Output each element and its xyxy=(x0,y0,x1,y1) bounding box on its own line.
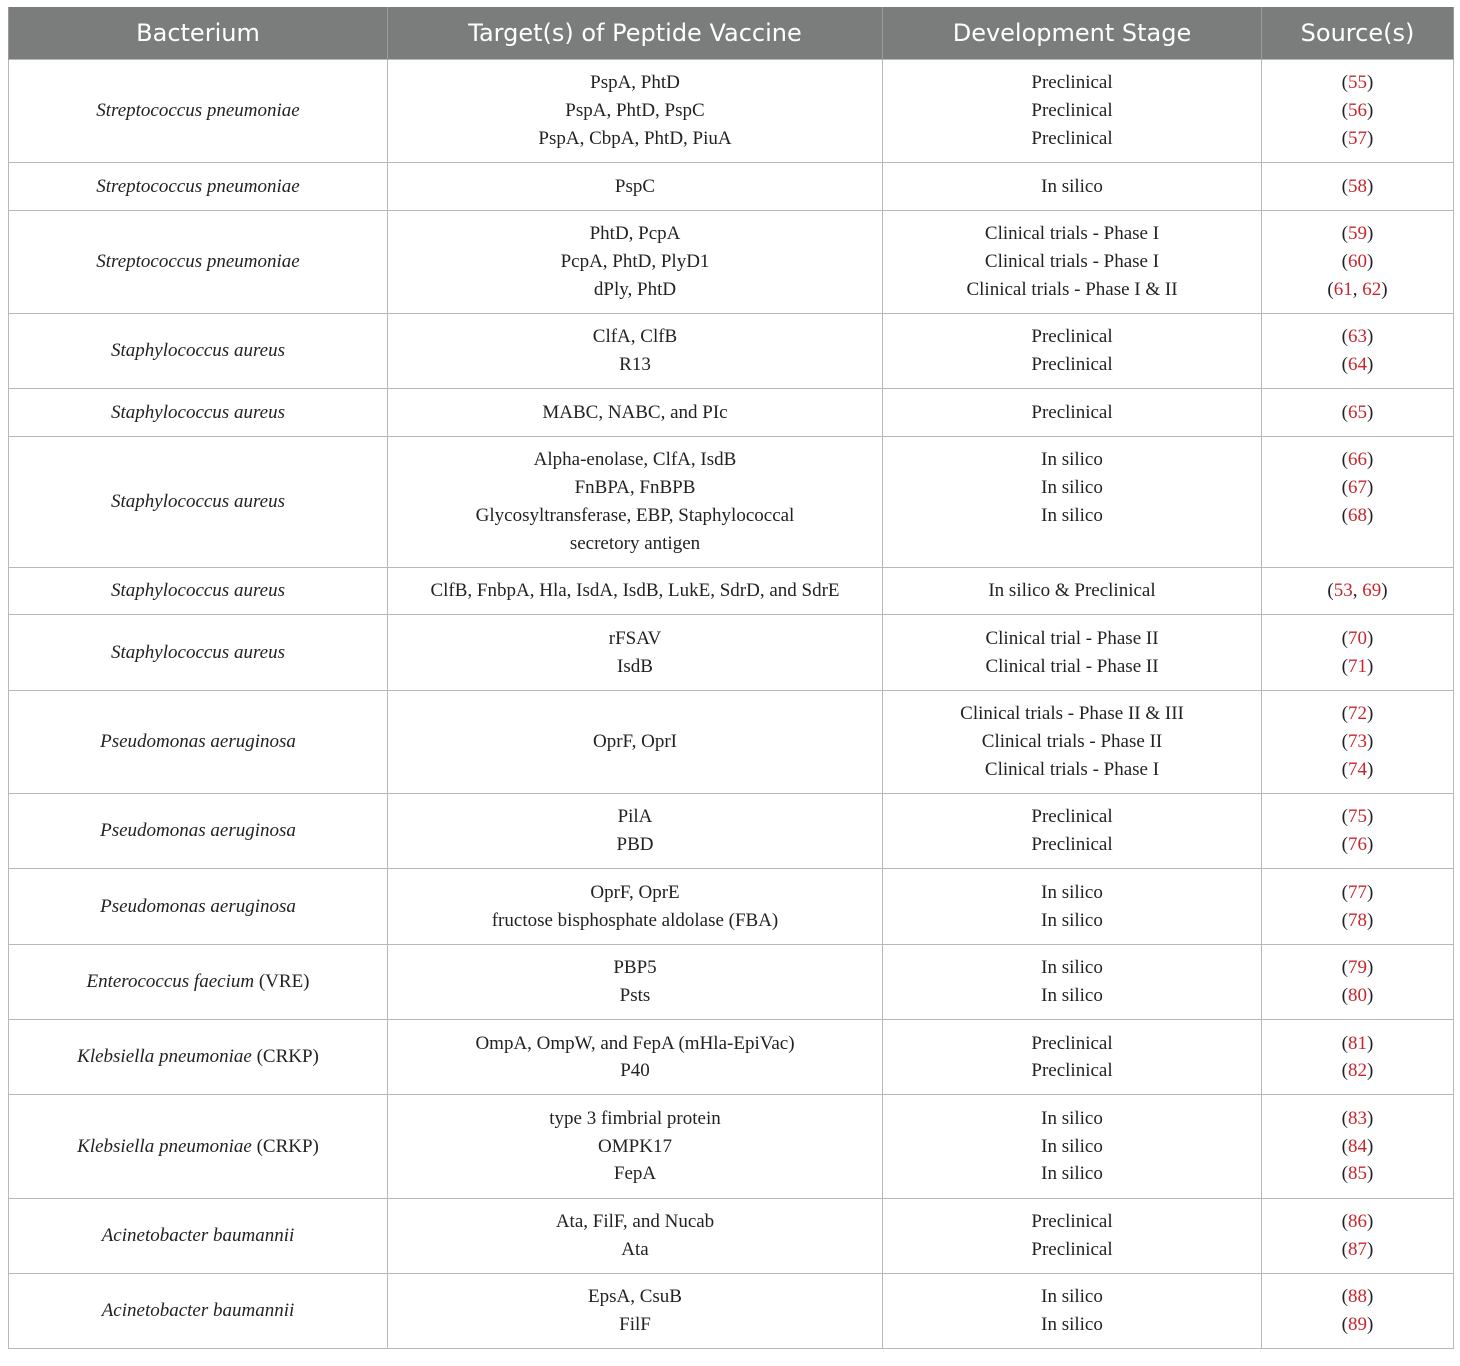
bacterium-cell xyxy=(9,60,388,163)
bacterium-name: Pseudomonas aeruginosa xyxy=(100,731,296,753)
table-row xyxy=(9,1273,1454,1348)
bacterium-strain-suffix: (CRKP) xyxy=(251,1135,319,1157)
stage-cell xyxy=(883,567,1262,615)
target-line: OmpA, OmpW, and FepA (mHla-EpiVac) xyxy=(475,1032,795,1054)
stage-line: Clinical trials - Phase I & II xyxy=(966,278,1178,300)
table-header-row xyxy=(9,7,1454,60)
stage-line: In silico xyxy=(1041,1135,1103,1157)
sources-cell xyxy=(1262,313,1454,388)
reference-link[interactable]: 89 xyxy=(1348,1314,1367,1336)
target-line: fructose bisphosphate aldolase (FBA) xyxy=(491,909,779,931)
stage-cell xyxy=(883,869,1262,944)
target-line: OprF, OprI xyxy=(593,731,677,753)
source-line: (86) xyxy=(1341,1211,1374,1233)
sources-cell xyxy=(1262,690,1454,793)
bacterium-cell xyxy=(9,869,388,944)
source-line: (53, 69) xyxy=(1327,580,1388,602)
stage-line: Clinical trials - Phase II xyxy=(981,731,1163,753)
bacterium-name: Acinetobacter baumannii xyxy=(101,1224,295,1246)
table-row xyxy=(9,210,1454,313)
targets-cell xyxy=(388,1273,883,1348)
vaccine-table xyxy=(8,7,1454,1349)
reference-link[interactable]: 61 xyxy=(1333,278,1353,300)
stage-cell xyxy=(883,163,1262,211)
table-row xyxy=(9,615,1454,690)
stage-line: In silico & Preclinical xyxy=(988,580,1156,602)
target-line: PspA, PhtD xyxy=(590,72,680,94)
stage-cell xyxy=(883,60,1262,163)
source-line: (58) xyxy=(1341,175,1374,197)
target-line: secretory antigen xyxy=(569,532,701,554)
targets-cell xyxy=(388,210,883,313)
reference-link[interactable]: 58 xyxy=(1348,175,1367,197)
target-line: PspC xyxy=(614,175,656,197)
source-line: (88) xyxy=(1341,1286,1374,1308)
bacterium-name: Staphylococcus aureus xyxy=(111,491,285,512)
source-line: (56) xyxy=(1341,100,1374,122)
target-line: P40 xyxy=(620,1060,650,1082)
source-line: (55) xyxy=(1341,72,1374,94)
stage-line: Preclinical xyxy=(1031,1032,1113,1054)
stage-cell xyxy=(883,615,1262,690)
target-line: FnBPA, FnBPB xyxy=(574,477,696,499)
targets-cell xyxy=(388,60,883,163)
stage-line: In silico xyxy=(1041,1286,1103,1308)
bacterium-strain-suffix: (VRE) xyxy=(254,971,310,993)
table-row xyxy=(9,1095,1454,1198)
stage-cell xyxy=(883,313,1262,388)
stage-line: Clinical trials - Phase I xyxy=(984,223,1160,245)
bacterium-cell xyxy=(9,1095,388,1198)
target-line: EpsA, CsuB xyxy=(588,1286,682,1308)
source-line: (73) xyxy=(1341,731,1374,753)
bacterium-name: Pseudomonas aeruginosa xyxy=(100,820,296,842)
bacterium-cell xyxy=(9,436,388,567)
stage-cell xyxy=(883,210,1262,313)
source-line: (82) xyxy=(1341,1060,1374,1082)
source-line: (87) xyxy=(1341,1238,1374,1260)
table-row xyxy=(9,60,1454,163)
reference-link[interactable]: 60 xyxy=(1348,250,1367,272)
targets-cell xyxy=(388,389,883,437)
target-line: R13 xyxy=(619,354,651,376)
target-line: PspA, PhtD, PspC xyxy=(565,100,705,122)
target-line: OprF, OprE xyxy=(590,881,680,903)
source-line xyxy=(1268,530,1447,558)
stage-line: Clinical trials - Phase II & III xyxy=(960,703,1184,725)
bacterium-cell xyxy=(9,615,388,690)
table-row xyxy=(9,389,1454,437)
reference-link[interactable]: 80 xyxy=(1348,984,1367,1006)
targets-cell xyxy=(388,615,883,690)
stage-cell xyxy=(883,690,1262,793)
source-line: (61, 62) xyxy=(1327,278,1388,300)
reference-link[interactable]: 73 xyxy=(1348,731,1367,753)
stage-line: Preclinical xyxy=(1031,127,1113,149)
sources-cell xyxy=(1262,436,1454,567)
bacterium-name: Streptococcus pneumoniae xyxy=(96,250,300,272)
stage-cell xyxy=(883,944,1262,1019)
bacterium-cell xyxy=(9,690,388,793)
stage-line: Clinical trial - Phase II xyxy=(985,627,1159,649)
stage-line: Preclinical xyxy=(1031,100,1113,122)
header-bacterium: Bacterium xyxy=(9,7,388,60)
reference-link[interactable]: 62 xyxy=(1362,278,1382,300)
table-row xyxy=(9,1198,1454,1273)
stage-line: Clinical trial - Phase II xyxy=(985,655,1159,677)
stage-cell xyxy=(883,1273,1262,1348)
sources-cell xyxy=(1262,567,1454,615)
sources-cell xyxy=(1262,869,1454,944)
source-line: (71) xyxy=(1341,655,1374,677)
stage-line: In silico xyxy=(1041,449,1103,471)
bacterium-cell xyxy=(9,1273,388,1348)
table-row xyxy=(9,793,1454,868)
source-line: (59) xyxy=(1341,223,1374,245)
reference-link[interactable]: 63 xyxy=(1348,326,1367,348)
targets-cell xyxy=(388,163,883,211)
source-line: (74) xyxy=(1341,758,1374,780)
sources-cell xyxy=(1262,793,1454,868)
bacterium-cell xyxy=(9,793,388,868)
source-line: (70) xyxy=(1341,627,1374,649)
targets-cell xyxy=(388,313,883,388)
bacterium-name: Pseudomonas aeruginosa xyxy=(100,895,296,917)
sources-cell xyxy=(1262,615,1454,690)
stage-line: Preclinical xyxy=(1031,834,1113,856)
stage-line: In silico xyxy=(1041,1314,1103,1336)
stage-line: In silico xyxy=(1041,1163,1103,1185)
stage-cell xyxy=(883,1020,1262,1095)
stage-line: In silico xyxy=(1041,1107,1103,1129)
source-line: (81) xyxy=(1341,1032,1374,1054)
source-line: (85) xyxy=(1341,1163,1374,1185)
reference-link[interactable]: 64 xyxy=(1348,354,1367,376)
stage-line: Clinical trials - Phase I xyxy=(984,250,1160,272)
target-line: Ata, FilF, and Nucab xyxy=(555,1211,715,1233)
bacterium-name: Klebsiella pneumoniae xyxy=(77,1046,252,1068)
bacterium-cell xyxy=(9,1198,388,1273)
reference-link[interactable]: 84 xyxy=(1348,1135,1367,1157)
target-line: FilF xyxy=(619,1314,651,1336)
table-row xyxy=(9,313,1454,388)
reference-link[interactable]: 85 xyxy=(1348,1163,1367,1185)
targets-cell xyxy=(388,869,883,944)
reference-link[interactable]: 55 xyxy=(1348,72,1367,94)
bacterium-name: Acinetobacter baumannii xyxy=(101,1300,295,1322)
source-line: (72) xyxy=(1341,703,1374,725)
targets-cell xyxy=(388,944,883,1019)
stage-line: Preclinical xyxy=(1031,326,1113,348)
reference-link[interactable]: 74 xyxy=(1348,758,1367,780)
reference-link[interactable]: 53 xyxy=(1333,580,1353,602)
header-sources: Source(s) xyxy=(1262,7,1454,60)
reference-link[interactable]: 76 xyxy=(1348,834,1367,856)
target-line: IsdB xyxy=(617,655,653,677)
target-line: FepA xyxy=(613,1163,657,1185)
reference-link[interactable]: 56 xyxy=(1348,100,1367,122)
sources-cell xyxy=(1262,163,1454,211)
reference-link[interactable]: 79 xyxy=(1348,957,1367,979)
stage-cell xyxy=(883,1095,1262,1198)
target-line: PBP5 xyxy=(613,957,657,979)
reference-link[interactable]: 86 xyxy=(1348,1211,1367,1233)
sources-cell xyxy=(1262,944,1454,1019)
target-line: ClfA, ClfB xyxy=(592,326,678,348)
table-row xyxy=(9,1020,1454,1095)
bacterium-name: Staphylococcus aureus xyxy=(111,580,285,602)
reference-link[interactable]: 88 xyxy=(1348,1286,1367,1308)
target-line: ClfB, FnbpA, Hla, IsdA, IsdB, LukE, SdrD, and SdrE xyxy=(430,580,840,602)
reference-link[interactable]: 70 xyxy=(1348,627,1367,649)
reference-link[interactable]: 67 xyxy=(1348,477,1367,499)
stage-cell xyxy=(883,793,1262,868)
sources-cell xyxy=(1262,60,1454,163)
stage-line: In silico xyxy=(1041,504,1103,526)
source-line: (76) xyxy=(1341,834,1374,856)
target-line: Ata xyxy=(621,1238,649,1260)
sources-cell xyxy=(1262,1020,1454,1095)
target-line: PBD xyxy=(616,834,654,856)
source-line: (64) xyxy=(1341,354,1374,376)
reference-link[interactable]: 81 xyxy=(1348,1032,1367,1054)
targets-cell xyxy=(388,1020,883,1095)
source-line: (79) xyxy=(1341,957,1374,979)
sources-cell xyxy=(1262,1095,1454,1198)
reference-link[interactable]: 57 xyxy=(1348,127,1367,149)
targets-cell xyxy=(388,793,883,868)
stage-line: Preclinical xyxy=(1031,806,1113,828)
sources-cell xyxy=(1262,1273,1454,1348)
reference-link[interactable]: 68 xyxy=(1348,504,1367,526)
source-line: (68) xyxy=(1341,504,1374,526)
source-line: (65) xyxy=(1341,401,1374,423)
target-line: rFSAV xyxy=(608,627,662,649)
bacterium-name: Staphylococcus aureus xyxy=(111,401,285,423)
source-line: (84) xyxy=(1341,1135,1374,1157)
stage-line: Preclinical xyxy=(1031,354,1113,376)
bacterium-cell xyxy=(9,944,388,1019)
source-line: (63) xyxy=(1341,326,1374,348)
bacterium-name: Enterococcus faecium xyxy=(86,971,255,993)
sources-cell xyxy=(1262,210,1454,313)
target-line: PhtD, PcpA xyxy=(589,223,681,245)
source-line: (78) xyxy=(1341,909,1374,931)
source-line: (80) xyxy=(1341,984,1374,1006)
table-row xyxy=(9,436,1454,567)
reference-link[interactable]: 69 xyxy=(1362,580,1382,602)
target-line: OMPK17 xyxy=(598,1135,672,1157)
source-line: (67) xyxy=(1341,477,1374,499)
stage-line: Preclinical xyxy=(1031,72,1113,94)
table-row xyxy=(9,690,1454,793)
reference-link[interactable]: 59 xyxy=(1348,223,1367,245)
stage-line xyxy=(889,530,1255,558)
targets-cell xyxy=(388,567,883,615)
target-line: Psts xyxy=(619,984,651,1006)
target-line: type 3 fimbrial protein xyxy=(549,1107,721,1129)
reference-link[interactable]: 82 xyxy=(1348,1060,1367,1082)
reference-link[interactable]: 83 xyxy=(1348,1107,1367,1129)
stage-line: In silico xyxy=(1041,957,1103,979)
targets-cell xyxy=(388,1095,883,1198)
targets-cell xyxy=(388,436,883,567)
source-line: (60) xyxy=(1341,250,1374,272)
stage-line: Preclinical xyxy=(1031,1238,1113,1260)
stage-line: In silico xyxy=(1041,477,1103,499)
bacterium-cell xyxy=(9,389,388,437)
bacterium-cell xyxy=(9,567,388,615)
source-line: (89) xyxy=(1341,1314,1374,1336)
target-line: PilA xyxy=(617,806,653,828)
target-line: PspA, CbpA, PhtD, PiuA xyxy=(538,127,732,149)
bacterium-cell xyxy=(9,210,388,313)
stage-line: In silico xyxy=(1041,984,1103,1006)
header-development-stage: Development Stage xyxy=(883,7,1262,60)
bacterium-cell xyxy=(9,163,388,211)
targets-cell xyxy=(388,1198,883,1273)
bacterium-strain-suffix: (CRKP) xyxy=(251,1046,319,1068)
reference-link[interactable]: 66 xyxy=(1348,449,1367,471)
source-line: (77) xyxy=(1341,881,1374,903)
bacterium-name: Klebsiella pneumoniae xyxy=(77,1135,252,1157)
stage-line: Preclinical xyxy=(1031,1060,1113,1082)
reference-link[interactable]: 71 xyxy=(1348,655,1367,677)
reference-link[interactable]: 72 xyxy=(1348,703,1367,725)
target-line: Alpha-enolase, ClfA, IsdB xyxy=(533,449,737,471)
table-row xyxy=(9,163,1454,211)
stage-cell xyxy=(883,1198,1262,1273)
bacterium-name: Staphylococcus aureus xyxy=(111,641,285,663)
target-line: Glycosyltransferase, EBP, Staphylococcal xyxy=(475,504,795,526)
reference-link[interactable]: 77 xyxy=(1348,881,1367,903)
source-line: (83) xyxy=(1341,1107,1374,1129)
table-body xyxy=(9,60,1454,1349)
target-line: MABC, NABC, and PIc xyxy=(542,401,728,423)
bacterium-cell xyxy=(9,313,388,388)
stage-line: Preclinical xyxy=(1031,401,1113,423)
reference-link[interactable]: 65 xyxy=(1348,401,1367,423)
sources-cell xyxy=(1262,1198,1454,1273)
table-row xyxy=(9,869,1454,944)
target-line: dPly, PhtD xyxy=(593,278,677,300)
table-row xyxy=(9,944,1454,1019)
header-targets: Target(s) of Peptide Vaccine xyxy=(388,7,883,60)
reference-link[interactable]: 87 xyxy=(1348,1238,1367,1260)
sources-cell xyxy=(1262,389,1454,437)
stage-line: In silico xyxy=(1041,881,1103,903)
reference-link[interactable]: 75 xyxy=(1348,806,1367,828)
stage-line: In silico xyxy=(1041,175,1103,197)
targets-cell xyxy=(388,690,883,793)
stage-line: Clinical trials - Phase I xyxy=(984,758,1160,780)
source-line: (57) xyxy=(1341,127,1374,149)
stage-cell xyxy=(883,389,1262,437)
stage-cell xyxy=(883,436,1262,567)
bacterium-name: Streptococcus pneumoniae xyxy=(96,100,300,122)
bacterium-cell xyxy=(9,1020,388,1095)
source-line: (66) xyxy=(1341,449,1374,471)
stage-line: Preclinical xyxy=(1031,1211,1113,1233)
bacterium-name: Staphylococcus aureus xyxy=(111,340,285,362)
bacterium-name: Streptococcus pneumoniae xyxy=(96,175,300,197)
reference-link[interactable]: 78 xyxy=(1348,909,1367,931)
stage-line: In silico xyxy=(1041,909,1103,931)
source-line: (75) xyxy=(1341,806,1374,828)
table-row xyxy=(9,567,1454,615)
target-line: PcpA, PhtD, PlyD1 xyxy=(560,250,710,272)
